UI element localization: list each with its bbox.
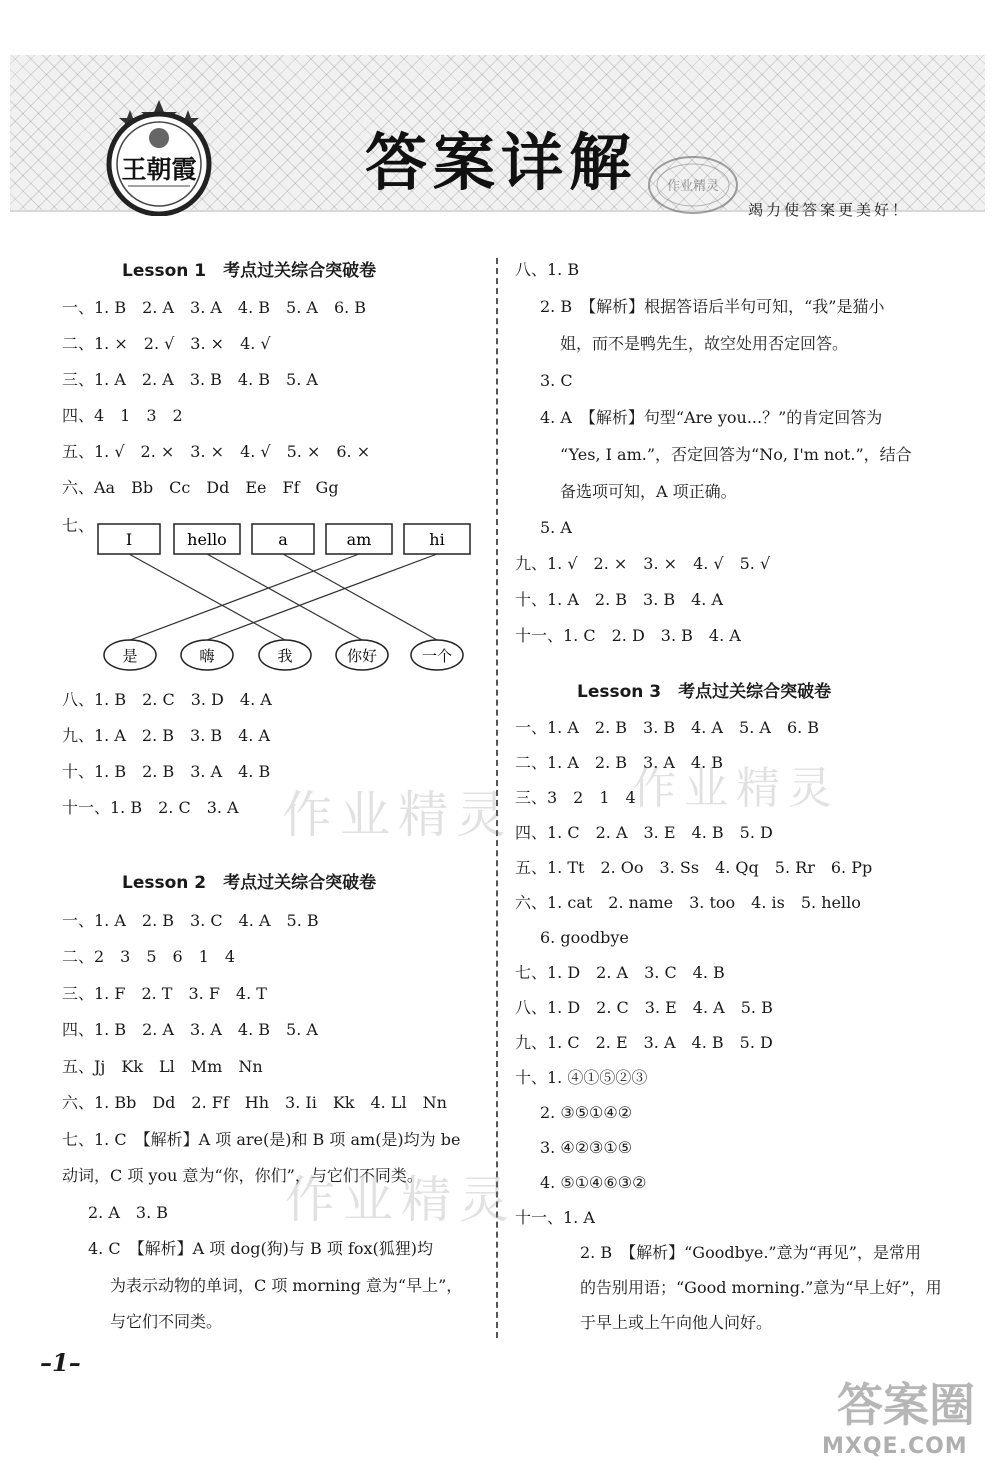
answer-line: 与它们不同类。 — [110, 1312, 223, 1331]
answer-line: 动词，C 项 you 意为“你，你们”，与它们不同类。 — [62, 1166, 423, 1185]
answer-line: 二、2 3 5 6 1 4 — [62, 947, 236, 966]
corner-url: MXQE.COM — [822, 1434, 968, 1459]
answer-line: 九、1. C 2. E 3. A 4. B 5. D — [515, 1033, 773, 1052]
word-matching-diagram — [62, 520, 482, 675]
answer-line: 一、1. A 2. B 3. B 4. A 5. A 6. B — [515, 718, 820, 737]
answer-line: 4. A 【解析】句型“Are you...？”的肯定回答为 — [540, 408, 883, 427]
matching-lines — [129, 554, 437, 640]
english-word: hello — [187, 530, 227, 549]
english-word-boxes — [98, 524, 470, 554]
answer-line: 2. B 【解析】根据答语后半句可知，“我”是猫小 — [540, 297, 885, 316]
answer-line: 四、4 1 3 2 — [62, 406, 183, 425]
match-line-hi-hai — [207, 554, 437, 640]
answer-line: 于早上或上午向他人问好。 — [580, 1313, 773, 1332]
answer-line: 3. ④②③①⑤ — [540, 1138, 633, 1157]
chinese-word: 嗨 — [199, 647, 215, 665]
answer-line: 七、1. D 2. A 3. C 4. B — [515, 963, 725, 982]
chinese-word: 你好 — [346, 647, 378, 665]
corner-brand-text: 答案圈 — [837, 1378, 975, 1432]
lesson-3-heading: Lesson 3 考点过关综合突破卷 — [577, 682, 832, 702]
answer-line: 二、1. × 2. √ 3. × 4. √ — [62, 334, 271, 353]
answer-line: 七、1. C 【解析】A 项 are(是)和 B 项 am(是)均为 be — [62, 1130, 461, 1149]
chinese-word: 我 — [277, 647, 293, 665]
answer-line: 九、1. √ 2. × 3. × 4. √ 5. √ — [515, 554, 771, 573]
answer-line: 八、1. B 2. C 3. D 4. A — [62, 690, 272, 709]
seal-stamp — [645, 152, 741, 218]
answer-line: 2. ③⑤①④② — [540, 1103, 633, 1122]
answer-line: 四、1. C 2. A 3. E 4. B 5. D — [515, 823, 773, 842]
answer-line: 备选项可知，A 项正确。 — [560, 482, 737, 501]
answer-line: 十一、1. C 2. D 3. B 4. A — [515, 626, 741, 645]
stamp-text: 作业精灵 — [666, 179, 720, 194]
answer-line: 五、Jj Kk Ll Mm Nn — [62, 1057, 263, 1076]
answer-line: 十、1. ④①⑤②③ — [515, 1068, 648, 1087]
q7-label: 七、 — [62, 516, 95, 535]
watermark-text: 作业精灵 — [632, 763, 840, 814]
answer-line: 六、1. cat 2. name 3. too 4. is 5. hello — [515, 893, 861, 912]
chinese-word-ovals — [104, 640, 463, 670]
answer-line: 三、3 2 1 4 — [515, 788, 636, 807]
english-word: hi — [429, 530, 445, 549]
answer-line: 为表示动物的单词，C 项 morning 意为“早上”， — [110, 1276, 463, 1295]
answer-line: 3. C — [540, 371, 573, 390]
answer-line: 十、1. A 2. B 3. B 4. A — [515, 590, 724, 609]
answer-line: 2. B 【解析】“Goodbye.”意为“再见”，是常用 — [580, 1243, 921, 1262]
match-line-a-yige — [283, 554, 437, 640]
answer-line: “Yes, I am.”，否定回答为“No, I'm not.”，结合 — [560, 445, 912, 464]
answer-line: 四、1. B 2. A 3. A 4. B 5. A — [62, 1020, 318, 1039]
answer-line: 五、1. Tt 2. Oo 3. Ss 4. Qq 5. Rr 6. Pp — [515, 858, 873, 877]
match-line-am-shi — [130, 554, 359, 640]
answer-line: 三、1. A 2. A 3. B 4. B 5. A — [62, 370, 318, 389]
answer-line: 二、1. A 2. B 3. A 4. B — [515, 753, 724, 772]
answer-line: 一、1. B 2. A 3. A 4. B 5. A 6. B — [62, 298, 367, 317]
answer-line: 九、1. A 2. B 3. B 4. A — [62, 726, 271, 745]
answer-line: 六、1. Bb Dd 2. Ff Hh 3. Ii Kk 4. Ll Nn — [62, 1093, 447, 1112]
answer-line: 2. A 3. B — [88, 1203, 169, 1222]
answer-line: 八、1. D 2. C 3. E 4. A 5. B — [515, 998, 773, 1017]
lesson-2-heading: Lesson 2 考点过关综合突破卷 — [122, 873, 377, 893]
answer-line: 4. ⑤①④⑥③② — [540, 1173, 647, 1192]
answer-line: 姐，而不是鸭先生，故空处用否定回答。 — [560, 334, 849, 353]
answer-line: 六、Aa Bb Cc Dd Ee Ff Gg — [62, 478, 339, 497]
answer-line: 五、1. √ 2. × 3. × 4. √ 5. × 6. × — [62, 442, 371, 461]
match-line-I-wo — [129, 554, 285, 640]
answer-line: 三、1. F 2. T 3. F 4. T — [62, 984, 267, 1003]
answer-line: 十一、1. A — [515, 1208, 595, 1227]
chinese-word: 是 — [122, 647, 138, 665]
watermark-text: 作业精灵 — [282, 786, 514, 844]
logo-brand-text: 王朝霞 — [121, 155, 197, 184]
watermark-text: 作业精灵 — [285, 1171, 517, 1229]
page-title: 答案详解 — [365, 126, 638, 199]
english-word: I — [125, 530, 133, 549]
english-word: a — [278, 530, 288, 549]
match-line-hello-nihao — [207, 554, 362, 640]
english-word: am — [346, 530, 372, 549]
answer-line: 6. goodbye — [540, 928, 629, 947]
answer-line: 十、1. B 2. B 3. A 4. B — [62, 762, 271, 781]
answer-line: 5. A — [540, 518, 572, 537]
answer-line: 一、1. A 2. B 3. C 4. A 5. B — [62, 911, 319, 930]
answer-line: 十一、1. B 2. C 3. A — [62, 798, 239, 817]
chinese-word: 一个 — [421, 647, 453, 665]
publisher-logo — [100, 98, 218, 216]
answer-line: 八、1. B — [515, 260, 580, 279]
lesson-1-heading: Lesson 1 考点过关综合突破卷 — [122, 261, 377, 281]
slogan: 竭力使答案更美好！ — [748, 201, 911, 219]
answer-line: 的告别用语；“Good morning.”意为“早上好”，用 — [580, 1278, 942, 1297]
answer-line: 4. C 【解析】A 项 dog(狗)与 B 项 fox(狐狸)均 — [88, 1239, 434, 1258]
page-number: –1– — [40, 1348, 81, 1377]
